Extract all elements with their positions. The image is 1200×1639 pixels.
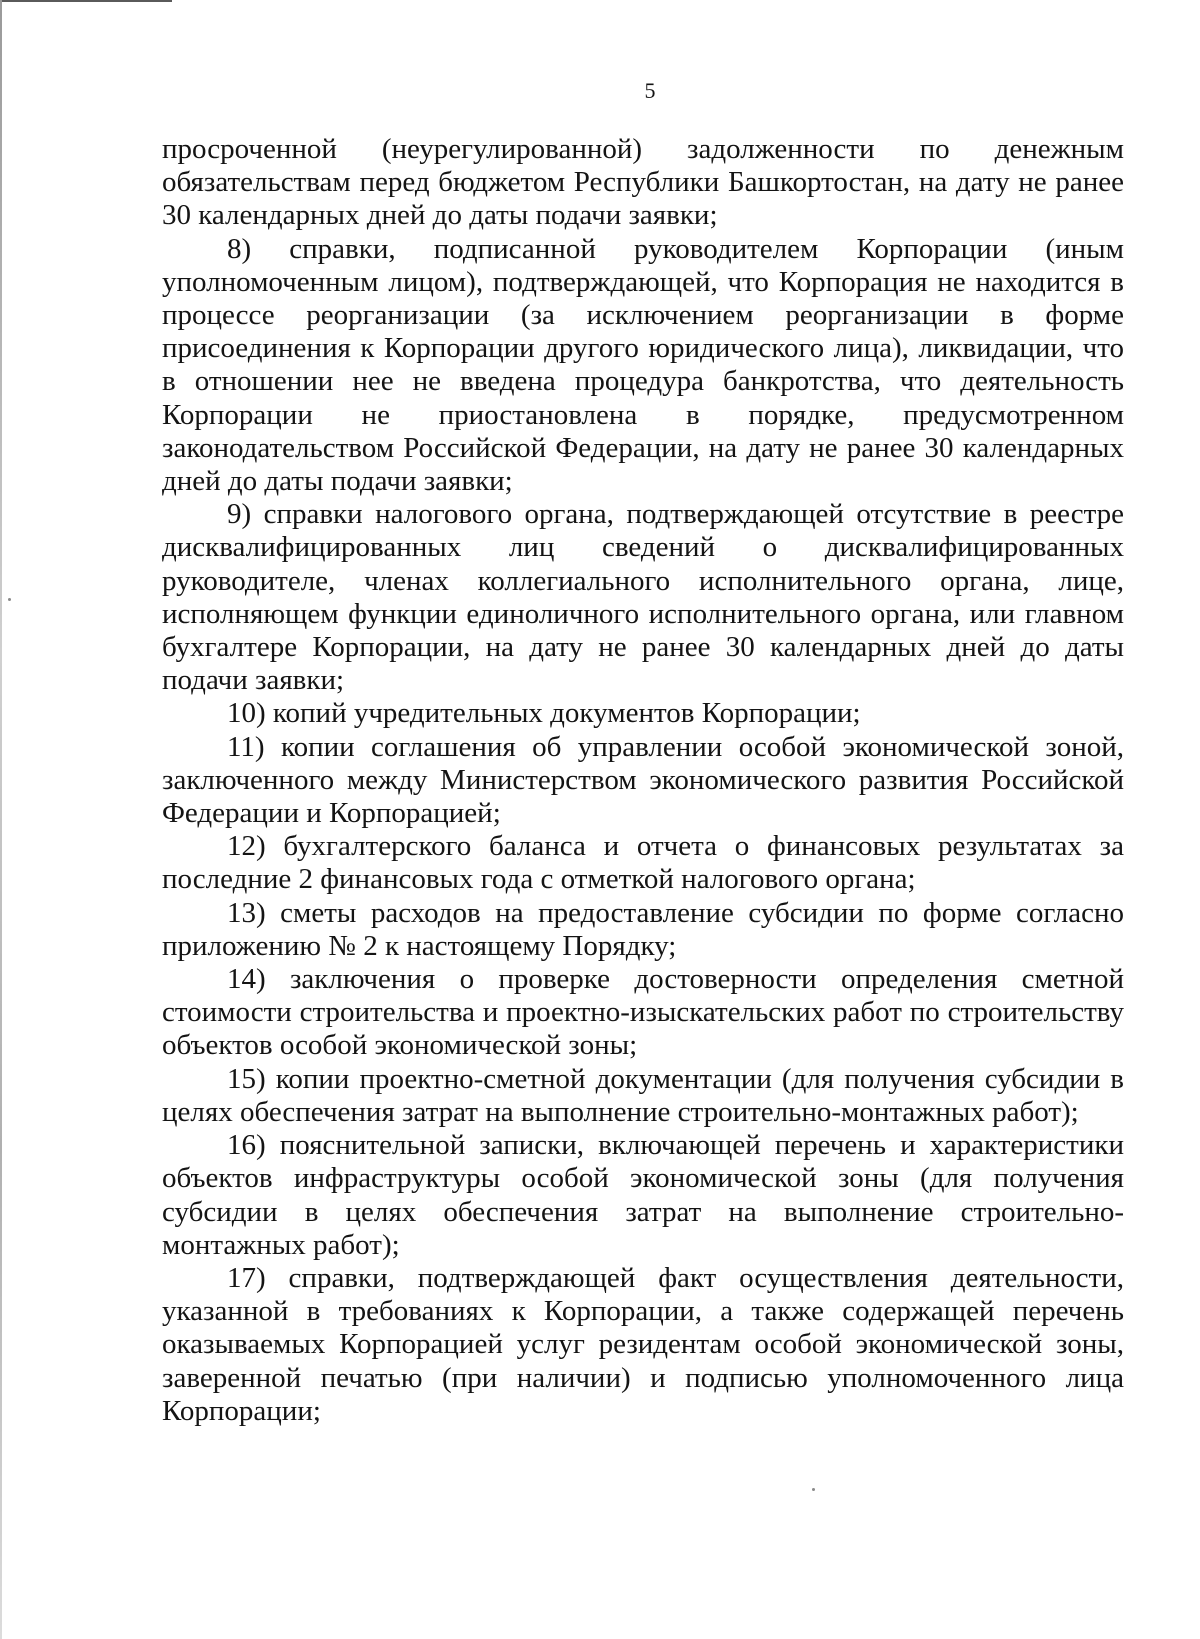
scan-speck (812, 1488, 815, 1491)
list-item-11: 11) копии соглашения об управлении особой экономической зоной, заключенного между Министерством экономического развития Российской Федерации и Корпорацией; (162, 730, 1124, 830)
scan-left-edge (0, 0, 2, 1639)
list-item-9: 9) справки налогового органа, подтверждающей отсутствие в реестре дисквалифицированных лиц сведений о дисквалифицированных руководителе, членах коллегиального исполнительного органа, лице, исполняющем функции единоличного исполнительного органа, или главном бухгалтере Корпорации, на дату не ранее 30 календарных дней до даты подачи заявки; (162, 498, 1124, 697)
list-item-16: 16) пояснительной записки, включающей перечень и характеристики объектов инфраструктуры особой экономической зоны (для получения субсидии в целях обеспечения затрат на выполнение строительно-монтажных работ); (162, 1129, 1124, 1261)
scan-top-rule (0, 0, 172, 2)
scan-speck (8, 598, 11, 601)
list-item-8: 8) справки, подписанной руководителем Корпорации (иным уполномоченным лицом), подтверждающей, что Корпорация не находится в процессе реорганизации (за исключением реорганизации в форме присоединения к Корпорации другого юридического лица), ликвидации, что в отношении нее не введена процедура банкротства, что деятельность Корпорации не приостановлена в порядке, предусмотренном законодательством Российской Федерации, на дату не ранее 30 календарных дней до даты подачи заявки; (162, 232, 1124, 498)
list-item-10: 10) копий учредительных документов Корпорации; (227, 697, 861, 730)
list-item-15: 15) копии проектно-сметной документации (для получения субсидии в целях обеспечения затрат на выполнение строительно-монтажных работ); (162, 1062, 1124, 1128)
list-item-14: 14) заключения о проверке достоверности определения сметной стоимости строительства и проектно-изыскательских работ по строительству объектов особой экономической зоны; (162, 963, 1124, 1062)
paragraph-continuation: просроченной (неурегулированной) задолженности по денежным обязательствам перед бюджетом Республики Башкортостан, на дату не ранее 30 календарных дней до даты подачи заявки; (162, 133, 1124, 232)
list-item-12: 12) бухгалтерского баланса и отчета о финансовых результатах за последние 2 финансовых года с отметкой налогового органа; (162, 830, 1124, 896)
list-item-13: 13) сметы расходов на предоставление субсидии по форме согласно приложению № 2 к настоящему Порядку; (162, 896, 1124, 962)
document-body (162, 133, 1124, 1428)
list-item-17: 17) справки, подтверждающей факт осуществления деятельности, указанной в требованиях к Корпорации, а также содержащей перечень оказываемых Корпорацией услуг резидентам особой экономической зоны, заверенной печатью (при наличии) и подписью уполномоченного лица Корпорации; (162, 1261, 1124, 1427)
page-number: 5 (644, 78, 656, 103)
